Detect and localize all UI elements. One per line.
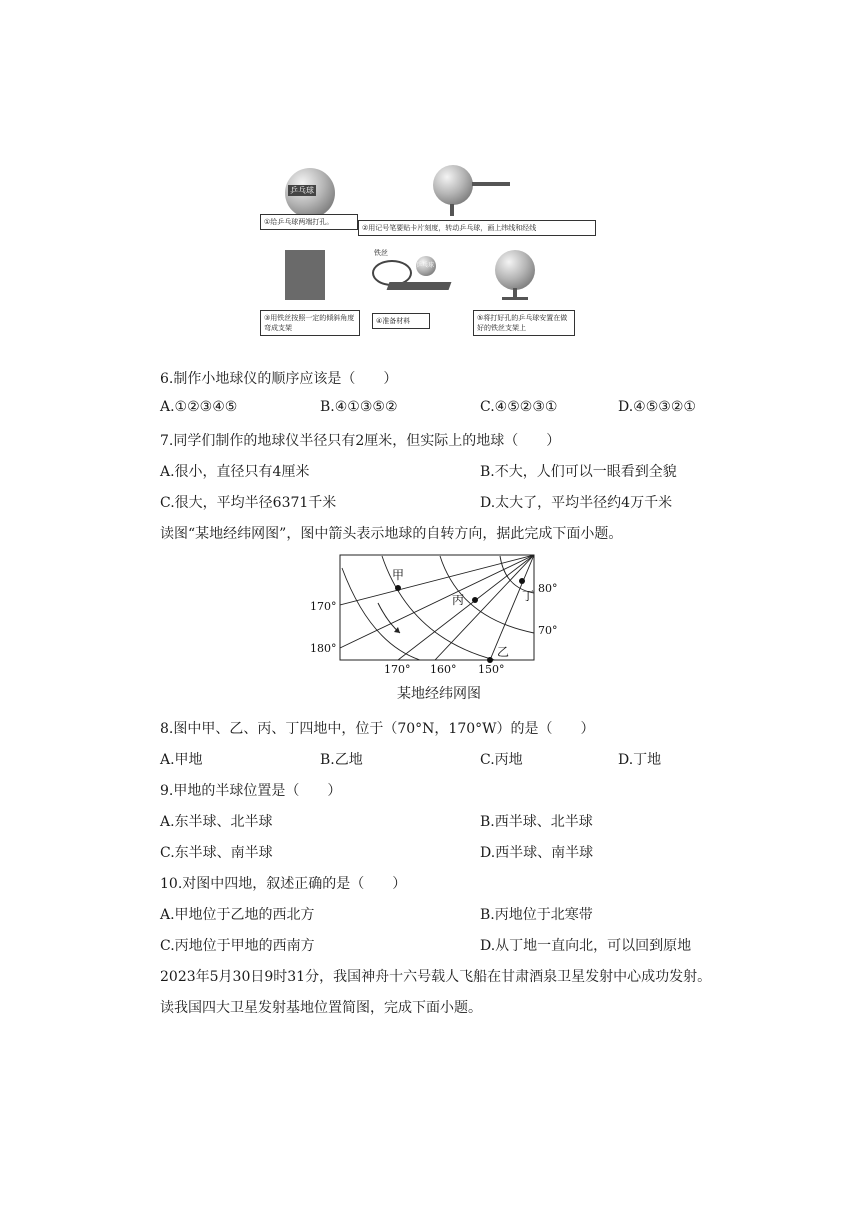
question-10-option-d[interactable]: D.从丁地一直向北，可以回到原地 — [480, 938, 692, 954]
pen-image — [472, 182, 510, 186]
question-8-option-d[interactable]: D.丁地 — [618, 752, 662, 768]
question-9-option-b[interactable]: B.西半球、北半球 — [480, 814, 593, 830]
lat-label-170: 170° — [310, 600, 337, 613]
question-8-stem: 8.图中甲、乙、丙、丁四地中，位于（70°N，170°W）的是（ ） — [160, 721, 595, 737]
question-9-option-d[interactable]: D.西半球、南半球 — [480, 845, 594, 861]
finished-globe-image — [495, 250, 535, 290]
meridian-line — [340, 555, 534, 648]
small-ball-label: 乒乓球 — [416, 262, 435, 269]
bottom-label-160: 160° — [430, 663, 457, 676]
question-7-option-b[interactable]: B.不大，人们可以一眼看到全貌 — [480, 464, 677, 480]
meridian-line — [435, 555, 534, 660]
intro-launch-line-1: 2023年5月30日9时31分，我国神舟十六号载人飞船在甘肃酒泉卫星发射中心成功发射。 — [160, 969, 712, 985]
point-label-ding: 丁 — [522, 589, 535, 603]
question-10-stem: 10.对图中四地，叙述正确的是（ ） — [160, 876, 407, 892]
caption-step-5: ⑤将打好孔的乒乓球安置在做好的铁丝支架上 — [473, 310, 575, 336]
question-6-option-c[interactable]: C.④⑤②③① — [480, 399, 558, 415]
question-8-option-b[interactable]: B.乙地 — [320, 752, 363, 768]
meridian-line — [340, 555, 534, 605]
lat-label-180: 180° — [310, 642, 337, 655]
question-6-option-d[interactable]: D.④⑤③②① — [618, 399, 696, 415]
question-6-option-a[interactable]: A.①②③④⑤ — [160, 399, 238, 415]
question-10-option-c[interactable]: C.丙地位于甲地的西南方 — [160, 938, 315, 954]
question-7-option-c[interactable]: C.很大，平均半径6371千米 — [160, 495, 337, 511]
globe-making-figure — [250, 160, 605, 350]
marked-ball-image — [433, 165, 473, 205]
wire-label: 铁丝 — [374, 249, 388, 257]
question-7-option-d[interactable]: D.太大了，平均半径约4万千米 — [480, 495, 673, 511]
caption-step-4: ④准备材料 — [372, 313, 430, 329]
meridian-line — [398, 555, 534, 660]
question-6-stem: 6.制作小地球仪的顺序应该是（ ） — [160, 371, 398, 387]
point-label-yi: 乙 — [497, 645, 510, 659]
parallel-arc — [342, 568, 420, 660]
wire-stand-image — [285, 250, 325, 300]
parallel-80-arc — [500, 556, 534, 593]
point-label-jia: 甲 — [392, 568, 405, 582]
materials-image — [368, 248, 438, 298]
point-jia — [395, 585, 401, 591]
lat-long-grid-figure — [300, 548, 570, 678]
lat-label-70: 70° — [538, 624, 558, 637]
ping-pong-ball-label: 乒乓球 — [290, 186, 314, 195]
question-10-option-a[interactable]: A.甲地位于乙地的西北方 — [160, 907, 315, 923]
caption-step-1: ①给乒乓球两端打孔。 — [260, 214, 358, 230]
question-8-option-a[interactable]: A.甲地 — [160, 752, 203, 768]
intro-latitude-longitude: 读图“某地经纬网图”，图中箭头表示地球的自转方向，据此完成下面小题。 — [160, 526, 623, 542]
question-7-option-a[interactable]: A.很小，直径只有4厘米 — [160, 464, 310, 480]
point-ding — [519, 578, 525, 584]
lat-label-80: 80° — [538, 582, 558, 595]
caption-step-2: ②用记号笔要贴卡片刻度，转动乒乓球，画上纬线和经线 — [358, 220, 596, 236]
bottom-label-150: 150° — [478, 663, 505, 676]
point-bing — [472, 597, 478, 603]
question-9-stem: 9.甲地的半球位置是（ ） — [160, 783, 342, 799]
question-10-option-b[interactable]: B.丙地位于北寒带 — [480, 907, 593, 923]
ball-stand — [450, 204, 454, 216]
intro-launch-line-2: 读我国四大卫星发射基地位置简图，完成下面小题。 — [160, 1000, 482, 1016]
question-9-option-c[interactable]: C.东半球、南半球 — [160, 845, 273, 861]
question-6-option-b[interactable]: B.④①③⑤② — [320, 399, 398, 415]
question-9-option-a[interactable]: A.东半球、北半球 — [160, 814, 273, 830]
point-label-bing: 丙 — [452, 593, 465, 607]
bottom-label-170: 170° — [384, 663, 411, 676]
caption-step-3: ③用铁丝按照一定的倾斜角度弯成支架 — [260, 310, 360, 336]
grid-figure-title: 某地经纬网图 — [397, 686, 481, 702]
question-8-option-c[interactable]: C.丙地 — [480, 752, 523, 768]
question-7-stem: 7.同学们制作的地球仪半径只有2厘米，但实际上的地球（ ） — [160, 433, 561, 449]
